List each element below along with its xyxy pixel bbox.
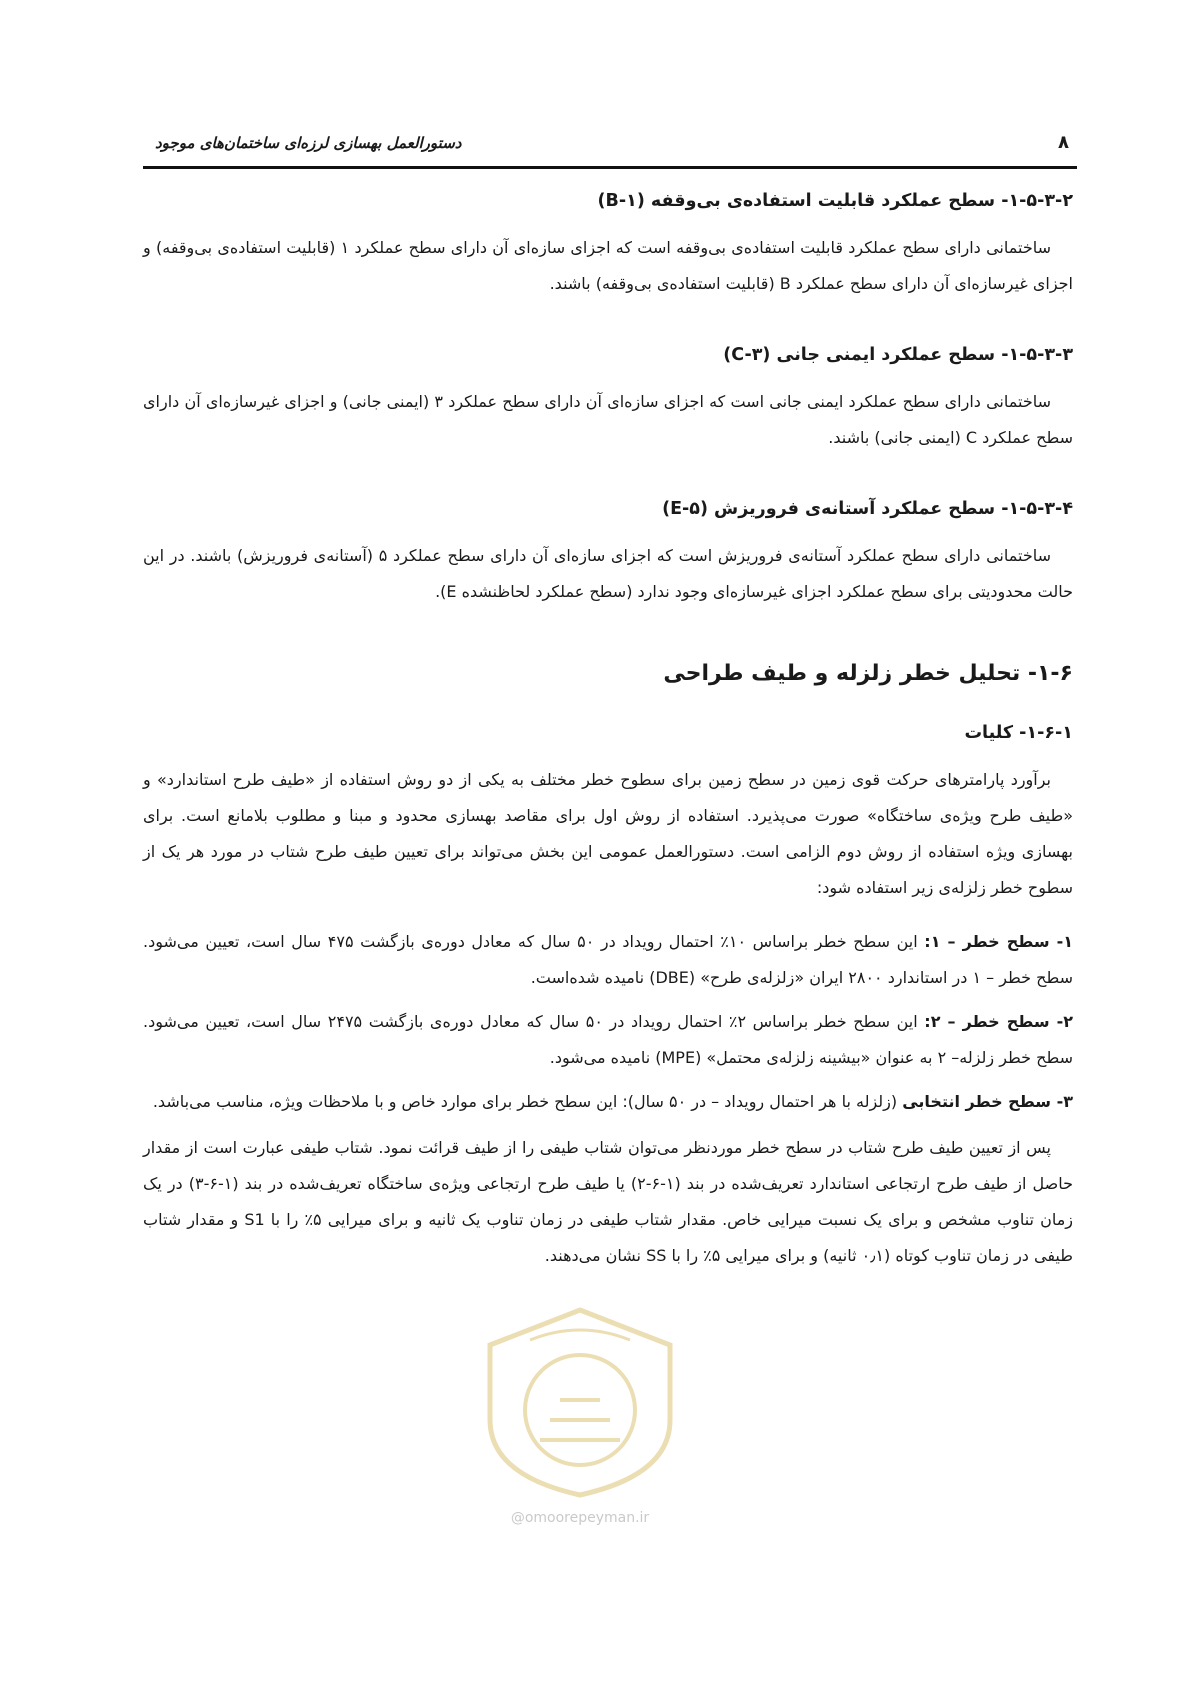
page-number: ۸ [1058, 132, 1069, 153]
hazard-level-label: ۱- سطح خطر – ۱: [924, 932, 1074, 951]
running-title: دستورالعمل بهسازی لرزه‌ای ساختمان‌های موجود [155, 134, 462, 152]
hazard-level-label: ۲- سطح خطر – ۲: [924, 1012, 1074, 1031]
section-heading-1-5-3-3: ۱-۵-۳-۳- سطح عملکرد ایمنی جانی (C-۳) [723, 345, 1073, 365]
main-content [143, 186, 1073, 1292]
watermark-logo [470, 1300, 690, 1540]
spectral-acceleration-paragraph: پس از تعیین طیف طرح شتاب در سطح خطر موردنظر می‌توان شتاب طیفی را از طیف قرائت نمود. شتاب طیفی عبارت است از مقدار حاصل از طیف طرح ارتجاعی استاندارد تعریف‌شده در بند (۱-۶-۲) یا طیف طرح ارتجاعی ویژه‌ی ساختگاه تعریف‌شده در بند (۱-۶-۳) در یک زمان تناوب مشخص و برای یک نسبت میرایی خاص. مقدار شتاب طیفی در زمان تناوب یک ثانیه و برای میرایی ۵٪ را با S1 و مقدار شتاب طیفی در زمان تناوب کوتاه (۰٫۱ ثانیه) و برای میرایی ۵٪ را با SS نشان می‌دهند. [143, 1138, 1074, 1265]
hazard-level-text: این سطح خطر براساس ۱۰٪ احتمال رویداد در ۵۰ سال که معادل دوره‌ی بازگشت ۴۷۵ سال است، تعیین می‌شود. سطح خطر – ۱ در استاندارد ۲۸۰۰ ایران «زلزله‌ی طرح» (DBE) نامیده شده‌است. [143, 932, 1073, 987]
page-header [143, 128, 1077, 172]
hazard-level-label: ۳- سطح خطر انتخابی [902, 1092, 1073, 1111]
hazard-level-item-2 [143, 1004, 1073, 1076]
section-heading-1-5-3-2: ۱-۵-۳-۲- سطح عملکرد قابلیت استفاده‌ی بی‌وقفه (B-۱) [597, 191, 1073, 211]
watermark-url: @omoorepeyman.ir [510, 1510, 650, 1526]
section-body-1-5-3-2: ساختمانی دارای سطح عملکرد قابلیت استفاده‌ی بی‌وقفه است که اجزای سازه‌ای آن دارای سطح عملکرد ۱ (قابلیت استفاده‌ی بی‌وقفه) و اجزای غیرسازه‌ای آن دارای سطح عملکرد B (قابلیت استفاده‌ی بی‌وقفه) باشند. [143, 238, 1073, 293]
section-heading-1-6-1: ۱-۶-۱- کلیات [964, 723, 1073, 743]
spacer [143, 628, 1073, 656]
section-body-1-5-3-3: ساختمانی دارای سطح عملکرد ایمنی جانی است که اجزای سازه‌ای آن دارای سطح عملکرد ۳ (ایمنی جانی) و اجزای غیرسازه‌ای آن دارای سطح عملکرد C (ایمنی جانی) باشند. [143, 392, 1073, 447]
hazard-level-text: این سطح خطر براساس ۲٪ احتمال رویداد در ۵۰ سال که معادل دوره‌ی بازگشت ۲۴۷۵ سال است، تعیین می‌شود. سطح خطر زلزله– ۲ به عنوان «بیشینه زلزله‌ی محتمل» (MPE) نامیده می‌شود. [143, 1012, 1073, 1067]
section-body-1-5-3-4: ساختمانی دارای سطح عملکرد آستانه‌ی فروریزش است که اجزای سازه‌ای آن دارای سطح عملکرد ۵ (آستانه‌ی فروریزش) باشند. در این حالت محدودیتی برای سطح عملکرد اجزای غیرسازه‌ای وجود ندارد (سطح عملکرد لحاظنشده E). [143, 546, 1073, 601]
hazard-level-text: (زلزله با هر احتمال رویداد – در ۵۰ سال): این سطح خطر برای موارد خاص و با ملاحظات ویژه، مناسب می‌باشد. [152, 1092, 903, 1111]
hazard-level-item-1 [143, 924, 1073, 996]
chapter-heading-1-6: ۱-۶- تحلیل خطر زلزله و طیف طراحی [663, 661, 1073, 686]
hazard-level-item-3 [143, 1084, 1073, 1120]
header-rule [143, 166, 1077, 169]
watermark-seal-icon [470, 1300, 690, 1500]
spacer [143, 320, 1073, 340]
section-heading-1-5-3-4: ۱-۵-۳-۴- سطح عملکرد آستانه‌ی فروریزش (E-۵) [662, 499, 1073, 519]
spacer [143, 474, 1073, 494]
section-body-1-6-1: برآورد پارامترهای حرکت قوی زمین در سطح زمین برای سطوح خطر مختلف به یکی از دو روش استفاده از «طیف طرح استاندارد» و «طیف طرح ویژه‌ی ساختگاه» صورت می‌پذیرد. استفاده از روش اول برای مقاصد بهسازی محدود و مبنا و مطلوب بلامانع است. برای بهسازی ویژه استفاده از روش دوم الزامی است. دستورالعمل عمومی این بخش می‌تواند برای تعیین طیف طرح شتاب در مورد هر یک از سطوح خطر زلزله‌ی زیر استفاده شود: [143, 770, 1073, 897]
